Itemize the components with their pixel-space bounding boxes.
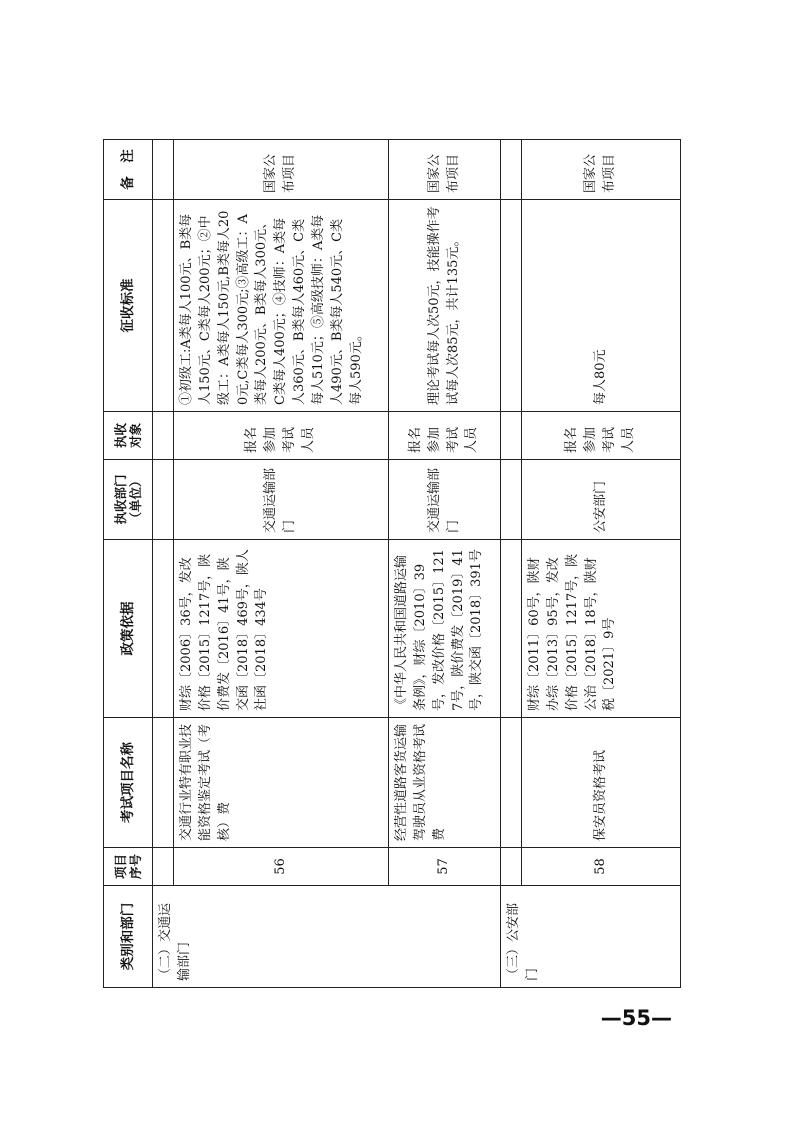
- item-seq: 57: [389, 848, 501, 886]
- header-remark: 备 注: [104, 140, 153, 200]
- item-standard: ①初级工:A类每人100元、B类每人150元、C类每人200元；②中级工：A类每人150元,B类每人200元,C类每人300元;③高级工：A类每人200元、B类每人300元、C类每人400元；④技师：A类每人360元、B类每人460元、C类每人510元；⑤高级技师：A类每人490元、B类每人540元、C类每人590元。: [174, 200, 389, 412]
- header-dept: 执收部门（单位）: [104, 460, 153, 540]
- table-row: [174, 140, 389, 988]
- fee-table-rotated: [103, 140, 681, 988]
- spacer-row: [501, 140, 522, 988]
- item-basis: 《中华人民共和国道路运输条例》，财综〔2010〕39号，发改价格〔2015〕1217号，陕价费发〔2019〕41号，陕交函〔2018〕391号: [389, 540, 501, 718]
- item-seq: 58: [522, 848, 681, 886]
- header-basis: 政策依据: [104, 540, 153, 718]
- header-name: 考试项目名称: [104, 718, 153, 848]
- item-name: 交通行业特有职业技能资格鉴定考试（考核）费: [174, 718, 389, 848]
- header-category: 类别和部门: [104, 886, 153, 988]
- table-row: [389, 140, 501, 988]
- item-standard: 理论考试每人次50元，技能操作考试每人次85元，共计135元。: [389, 200, 501, 412]
- table-row: [522, 140, 681, 988]
- page-number: —55—: [600, 1006, 672, 1030]
- item-target: 报名参加考试人员: [522, 412, 681, 460]
- header-row: [104, 140, 153, 988]
- spacer-row: [153, 140, 174, 988]
- item-basis: 财综〔2006〕36号，发改价格〔2015〕1217号，陕价费发〔2016〕41号，陕交函〔2018〕469号，陕人社函〔2018〕434号: [174, 540, 389, 718]
- item-remark: 国家公布项目: [389, 140, 501, 200]
- item-remark: 国家公布项目: [522, 140, 681, 200]
- header-standard: 征收标准: [104, 200, 153, 412]
- item-dept: 公安部门: [522, 460, 681, 540]
- section-category: （二）交通运输部门: [153, 886, 501, 988]
- item-target: 报名参加考试人员: [389, 412, 501, 460]
- item-name: 保安员资格考试: [522, 718, 681, 848]
- item-standard: 每人80元: [522, 200, 681, 412]
- header-seq: 项目序号: [104, 848, 153, 886]
- item-basis: 财综〔2011〕60号，陕财办综〔2013〕95号，发改价格〔2015〕1217号，陕公治〔2018〕18号，陕财税〔2021〕9号: [522, 540, 681, 718]
- item-dept: 交通运输部门: [174, 460, 389, 540]
- item-seq: 56: [174, 848, 389, 886]
- header-target: 执收对象: [104, 412, 153, 460]
- section-category: （三）公安部门: [501, 886, 681, 988]
- item-name: 经营性道路客货运输驾驶员从业资格考试费: [389, 718, 501, 848]
- fee-table: [103, 139, 681, 988]
- item-target: 报名参加考试人员: [174, 412, 389, 460]
- item-remark: 国家公布项目: [174, 140, 389, 200]
- item-dept: 交通运输部门: [389, 460, 501, 540]
